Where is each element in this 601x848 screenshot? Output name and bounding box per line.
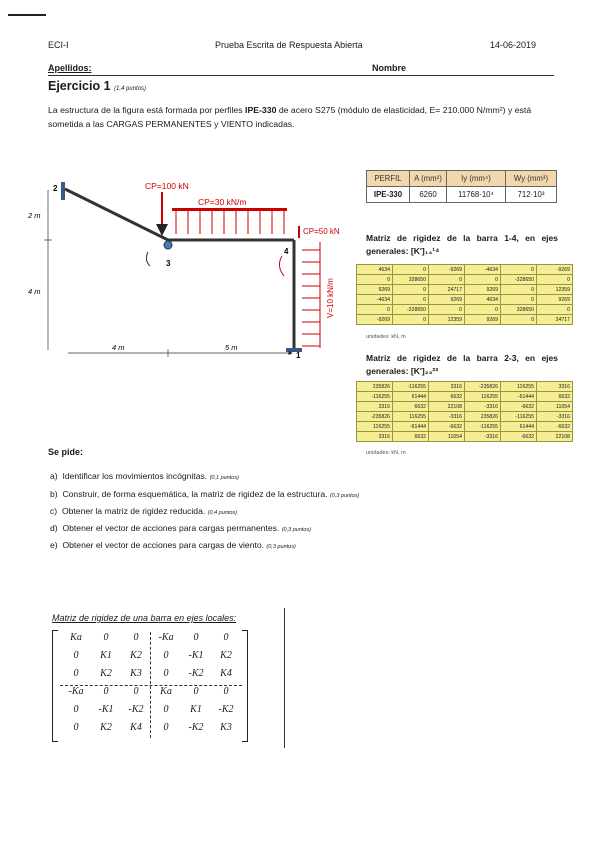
matrix-row — [357, 392, 573, 402]
structure-diagram — [20, 170, 360, 370]
matrix-cell: 9269 — [465, 315, 501, 325]
local-matrix-cell: 0 — [73, 722, 79, 733]
pen-mark — [8, 14, 46, 16]
matrix-cell: -6632 — [537, 422, 573, 432]
dist-load-band — [172, 208, 287, 211]
dim-5m: 5 m — [225, 343, 238, 352]
label-cp30: CP=30 kN/m — [198, 197, 247, 207]
local-matrix-cell: 0 — [193, 686, 199, 697]
local-matrix-cell: K4 — [220, 668, 232, 679]
matrix-cell: 6632 — [393, 402, 429, 412]
local-matrix-cell: 0 — [73, 650, 79, 661]
matrix-cell: -328650 — [393, 305, 429, 315]
matrix-cell: -235826 — [357, 412, 393, 422]
matrix-cell: 328650 — [501, 305, 537, 315]
exam-date: 14-06-2019 — [490, 40, 537, 50]
task-c: c) Obtener la matriz de rigidez reducida. (0,4 puntos) — [50, 506, 238, 516]
local-matrix-cell: 0 — [163, 668, 169, 679]
matrix-cell: 0 — [393, 265, 429, 275]
matrix-23-caption: Matriz de rigidez de la barra 2-3, en ejes generales: [K']₂₃²³ — [366, 353, 558, 376]
matrix-cell: -116255 — [465, 422, 501, 432]
matrix-cell: 3316 — [357, 432, 393, 442]
task-e: e) Obtener el vector de acciones para cargas de viento. (0,3 puntos) — [50, 540, 296, 550]
matrix-14-units: unidades: kN, m — [366, 334, 406, 340]
matrix-cell: -61444 — [501, 392, 537, 402]
matrix-cell: 0 — [465, 275, 501, 285]
th-iy: Iy (mm⁴) — [447, 171, 506, 187]
node-label-2: 2 — [53, 184, 58, 193]
matrix-cell: 0 — [429, 275, 465, 285]
matrix-cell: 235826 — [465, 412, 501, 422]
partition-v — [150, 632, 151, 738]
wind-load-arrows — [302, 242, 320, 348]
matrix-cell: 328650 — [393, 275, 429, 285]
matrix-row — [357, 275, 573, 285]
matrix-cell: 0 — [393, 295, 429, 305]
exercise-title: Ejercicio 1 (1,4 puntos) — [48, 79, 147, 93]
matrix-cell: -6632 — [501, 432, 537, 442]
matrix-row — [357, 295, 573, 305]
label-cp100: CP=100 kN — [145, 181, 189, 191]
td-perfil: IPE-330 — [367, 187, 410, 203]
node-label-3: 3 — [166, 259, 171, 268]
matrix-cell: 0 — [501, 295, 537, 305]
td-iy: 11768·10⁴ — [447, 187, 506, 203]
matrix-cell: -3316 — [465, 402, 501, 412]
matrix-cell: 0 — [537, 275, 573, 285]
matrix-cell: 11054 — [537, 402, 573, 412]
local-matrix-cell: 0 — [73, 704, 79, 715]
fixed-support-2 — [61, 182, 65, 200]
matrix-row — [357, 305, 573, 315]
matrix-row — [357, 412, 573, 422]
local-matrix-cell: K3 — [220, 722, 232, 733]
local-matrix-cell: 0 — [193, 632, 199, 643]
local-matrix-cell: K1 — [100, 650, 112, 661]
dim-4m-bottom: 4 m — [112, 343, 125, 352]
local-matrix-cell: 0 — [223, 632, 229, 643]
matrix-cell: 0 — [465, 305, 501, 315]
matrix-cell: -116255 — [393, 382, 429, 392]
vertical-divider — [284, 608, 285, 748]
local-matrix-cell: 0 — [103, 686, 109, 697]
node-label-1: 1 — [296, 351, 301, 360]
local-matrix-cell: -K2 — [218, 704, 234, 715]
profile-table — [366, 170, 557, 203]
local-matrix-cell: K2 — [220, 650, 232, 661]
matrix-cell: 9269 — [465, 285, 501, 295]
matrix-cell: 24717 — [429, 285, 465, 295]
label-cp50: CP=50 kN — [303, 227, 340, 236]
matrix-cell: 9269 — [357, 285, 393, 295]
matrix-row — [357, 402, 573, 412]
matrix-cell: 116255 — [501, 382, 537, 392]
local-matrix-cell: 0 — [133, 686, 139, 697]
matrix-14-table — [356, 264, 573, 325]
handwritten-mark-4 — [279, 256, 284, 276]
matrix-cell: -3316 — [465, 432, 501, 442]
matrix-cell: 0 — [537, 305, 573, 315]
matrix-row — [357, 432, 573, 442]
matrix-cell: 0 — [393, 285, 429, 295]
matrix-cell: 12359 — [537, 285, 573, 295]
matrix-cell: -61444 — [393, 422, 429, 432]
matrix-cell: -6632 — [429, 422, 465, 432]
th-perfil: PERFIL — [367, 171, 410, 187]
label-wind: V=10 kN/m — [326, 278, 335, 318]
matrix-cell: 3316 — [429, 382, 465, 392]
local-matrix-cell: -K1 — [188, 650, 204, 661]
task-b: b) Construir, de forma esquemática, la matriz de rigidez de la estructura. (0,3 puntos) — [50, 489, 360, 499]
matrix-cell: -116255 — [357, 392, 393, 402]
matrix-row — [357, 315, 573, 325]
matrix-cell: 0 — [357, 275, 393, 285]
name-label: Nombre — [372, 63, 407, 73]
matrix-cell: -4634 — [357, 295, 393, 305]
handwritten-mark-3 — [146, 252, 150, 266]
matrix-cell: 3316 — [357, 402, 393, 412]
matrix-cell: -3316 — [429, 412, 465, 422]
local-matrix-cell: -K2 — [188, 722, 204, 733]
matrix-cell: 9269 — [429, 295, 465, 305]
name-line — [48, 75, 554, 76]
local-matrix-cell: 0 — [103, 632, 109, 643]
matrix-cell: 4634 — [357, 265, 393, 275]
local-matrix-cell: -Ka — [68, 686, 84, 697]
local-matrix-cell: 0 — [163, 722, 169, 733]
matrix-cell: 22108 — [429, 402, 465, 412]
tasks-heading: Se pide: — [48, 447, 84, 457]
matrix-cell: -235826 — [465, 382, 501, 392]
matrix-cell: 6632 — [429, 392, 465, 402]
matrix-cell: -116255 — [501, 412, 537, 422]
hinge-node-3 — [164, 241, 172, 249]
local-matrix-cell: -K2 — [188, 668, 204, 679]
dim-4m-left: 4 m — [28, 287, 41, 296]
bar-2-3 — [65, 189, 168, 240]
matrix-cell: 235826 — [357, 382, 393, 392]
local-matrix-cell: K2 — [100, 722, 112, 733]
local-matrix-cell: K3 — [130, 668, 142, 679]
task-a: a) Identificar los movimientos incógnitas. (0,1 puntos) — [50, 471, 239, 481]
local-matrix-cell: -K2 — [128, 704, 144, 715]
local-matrix-cell: -K1 — [98, 704, 114, 715]
dim-2m: 2 m — [28, 211, 41, 220]
th-wy: Wy (mm³) — [506, 171, 557, 187]
matrix-cell: 4634 — [465, 295, 501, 305]
matrix-cell: -3316 — [537, 412, 573, 422]
matrix-23-units: unidades: kN, m — [366, 450, 406, 456]
td-area: 6260 — [410, 187, 447, 203]
bracket-left — [52, 630, 58, 742]
matrix-14-caption: Matriz de rigidez de la barra 1-4, en ejes generales: [K']₁₄¹⁴ — [366, 233, 558, 256]
matrix-cell: 116255 — [465, 392, 501, 402]
matrix-row — [357, 422, 573, 432]
local-matrix-cell: -Ka — [158, 632, 174, 643]
matrix-cell: -9269 — [429, 265, 465, 275]
matrix-cell: -9269 — [357, 315, 393, 325]
local-matrix-cell: 0 — [163, 704, 169, 715]
td-wy: 712·10³ — [506, 187, 557, 203]
task-d: d) Obtener el vector de acciones para cargas permanentes. (0,3 puntos) — [50, 523, 312, 533]
matrix-cell: 11054 — [429, 432, 465, 442]
local-matrix-cell: K2 — [130, 650, 142, 661]
matrix-23-table — [356, 381, 573, 442]
matrix-cell: 0 — [357, 305, 393, 315]
local-matrix-cell: 0 — [163, 650, 169, 661]
local-matrix-cell: 0 — [223, 686, 229, 697]
local-matrix-cell: K2 — [100, 668, 112, 679]
matrix-cell: 61444 — [501, 422, 537, 432]
matrix-cell: 6632 — [393, 432, 429, 442]
surname-label: Apellidos: — [48, 63, 92, 73]
local-matrix-cell: K1 — [190, 704, 202, 715]
local-matrix-cell: 0 — [133, 632, 139, 643]
exam-title: Prueba Escrita de Respuesta Abierta — [215, 40, 363, 50]
matrix-cell: 0 — [501, 315, 537, 325]
matrix-cell: 9269 — [537, 295, 573, 305]
matrix-cell: 0 — [429, 305, 465, 315]
local-matrix — [52, 630, 252, 742]
bracket-right — [242, 630, 248, 742]
matrix-cell: 6632 — [537, 392, 573, 402]
matrix-row — [357, 382, 573, 392]
matrix-cell: 22108 — [537, 432, 573, 442]
local-matrix-cell: K4 — [130, 722, 142, 733]
local-matrix-cell: Ka — [160, 686, 172, 697]
course-label: ECI-I — [48, 40, 69, 50]
th-area: A (mm²) — [410, 171, 447, 187]
matrix-cell: -328650 — [501, 275, 537, 285]
matrix-cell: -9269 — [537, 265, 573, 275]
local-matrix-cell: 0 — [73, 668, 79, 679]
matrix-row — [357, 265, 573, 275]
matrix-cell: 12359 — [429, 315, 465, 325]
matrix-cell: 61444 — [393, 392, 429, 402]
exercise-intro: La estructura de la figura está formada por perfiles IPE-330 de acero S275 (módulo de elasticidad, E= 210.000 N/mm²) y está sometida a las CARGAS PERMANENTES y VIENTO indicadas. — [48, 105, 532, 129]
matrix-cell: 24717 — [537, 315, 573, 325]
matrix-cell: 3316 — [537, 382, 573, 392]
matrix-cell: 116255 — [393, 412, 429, 422]
matrix-cell: -6632 — [501, 402, 537, 412]
matrix-cell: 0 — [393, 315, 429, 325]
matrix-cell: 116255 — [357, 422, 393, 432]
local-matrix-cell: Ka — [70, 632, 82, 643]
local-matrix-title: Matriz de rigidez de una barra en ejes locales: — [52, 613, 237, 623]
matrix-cell: 0 — [501, 285, 537, 295]
matrix-cell: 0 — [501, 265, 537, 275]
matrix-row — [357, 285, 573, 295]
node-label-4: 4 — [284, 247, 289, 256]
matrix-cell: -4634 — [465, 265, 501, 275]
